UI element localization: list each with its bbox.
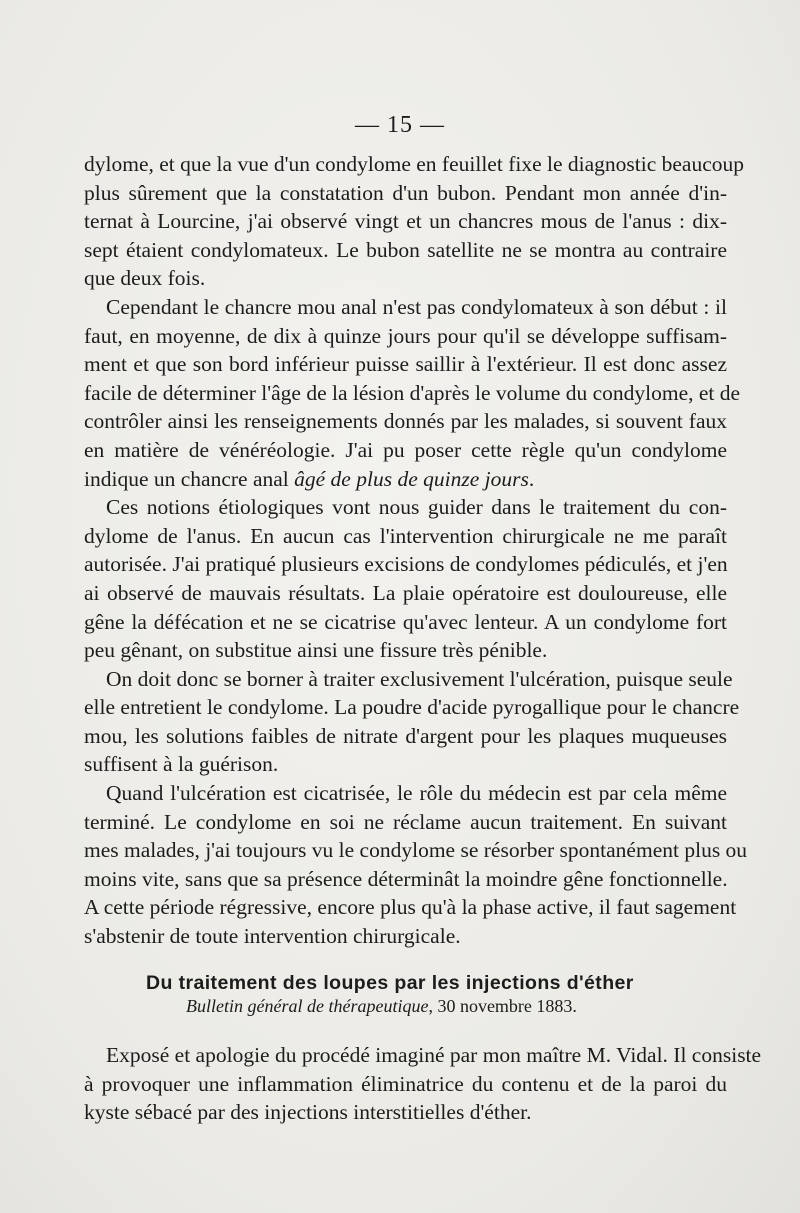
text-line: facile de déterminer l'âge de la lésion d'après le volume du condylome, et de [84, 380, 741, 405]
paragraph-3 [84, 493, 727, 665]
paragraph-4 [84, 665, 740, 779]
text-line: sept étaient condylomateux. Le bubon satellite ne se montra au contraire [84, 237, 727, 262]
text-line: ternat à Lourcine, j'ai observé vingt et un chancres mous de l'anus : dix- [84, 209, 727, 234]
body-text [84, 150, 748, 951]
text-line: faut, en moyenne, de dix à quinze jours pour qu'il se développe suffisam- [84, 323, 727, 348]
text-line: Exposé et apologie du procédé imaginé par mon maître M. Vidal. Il consiste [106, 1043, 762, 1067]
text-line: autorisée. J'ai pratiqué plusieurs excisions de condylomes pédiculés, et j'en [84, 552, 728, 577]
text-line: elle entretient le condylome. La poudre d'acide pyrogallique pour le chancre [84, 695, 740, 720]
text-line: contrôler ainsi les renseignements donnés par les malades, si souvent faux [84, 409, 727, 434]
text-line: en matière de vénéréologie. J'ai pu poser cette règle qu'un condylome [84, 437, 727, 462]
paragraph-2 [84, 293, 741, 493]
text-line [84, 465, 727, 494]
section-body-text [84, 1041, 762, 1127]
section-citation [186, 996, 606, 1017]
text-line: A cette période régressive, encore plus qu'à la phase active, il faut sagement [84, 895, 737, 920]
italic-phrase: âgé de plus de quinze jours [294, 466, 529, 491]
text-line: peu gênant, on substitue ainsi une fissure très pénible. [84, 638, 548, 663]
page-number: — 15 — [355, 112, 445, 138]
text-line: Ces notions étiologiques vont nous guider dans le traitement du con- [106, 495, 727, 520]
text-line: moins vite, sans que sa présence déterminât la moindre gêne fonctionnelle. [84, 866, 728, 891]
text-line-suffix: . [528, 466, 535, 491]
text-line: gêne la défécation et ne se cicatrise qu'avec lenteur. A un condylome fort [84, 609, 727, 634]
paragraph-5 [84, 779, 748, 951]
citation-journal: Bulletin général de thérapeutique [186, 996, 429, 1016]
text-line: plus sûrement que la constatation d'un bubon. Pendant mon année d'in- [84, 180, 727, 205]
text-line: ai observé de mauvais résultats. La plaie opératoire est douloureuse, elle [84, 580, 727, 605]
section-heading: Du traitement des loupes par les injections d'éther [146, 972, 634, 994]
text-line: On doit donc se borner à traiter exclusivement l'ulcération, puisque seule [106, 666, 733, 691]
text-line: Cependant le chancre mou anal n'est pas condylomateux à son début : il [106, 294, 727, 319]
text-line: dylome de l'anus. En aucun cas l'intervention chirurgicale ne me paraît [84, 523, 727, 548]
paragraph-1 [84, 150, 745, 293]
text-line: mou, les solutions faibles de nitrate d'argent pour les plaques muqueuses [84, 723, 727, 748]
text-line: que deux fois. [84, 266, 206, 291]
text-line-prefix: indique un chancre anal [84, 466, 295, 491]
text-line: à provoquer une inflammation éliminatrice du contenu et de la paroi du [84, 1071, 727, 1096]
text-line: dylome, et que la vue d'un condylome en feuillet fixe le diagnostic beaucoup [84, 152, 745, 176]
text-line: Quand l'ulcération est cicatrisée, le rôle du médecin est par cela même [106, 781, 727, 806]
text-line: mes malades, j'ai toujours vu le condylome se résorber spontanément plus ou [84, 838, 748, 863]
section-paragraph [84, 1041, 762, 1127]
citation-date: , 30 novembre 1883. [428, 996, 577, 1016]
text-line: ment et que son bord inférieur puisse saillir à l'extérieur. Il est donc assez [84, 352, 727, 377]
text-line: terminé. Le condylome en soi ne réclame aucun traitement. En suivant [84, 809, 727, 834]
text-line: kyste sébacé par des injections interstitielles d'éther. [84, 1100, 532, 1125]
text-line: s'abstenir de toute intervention chirurgicale. [84, 924, 461, 949]
text-line: suffisent à la guérison. [84, 752, 279, 777]
